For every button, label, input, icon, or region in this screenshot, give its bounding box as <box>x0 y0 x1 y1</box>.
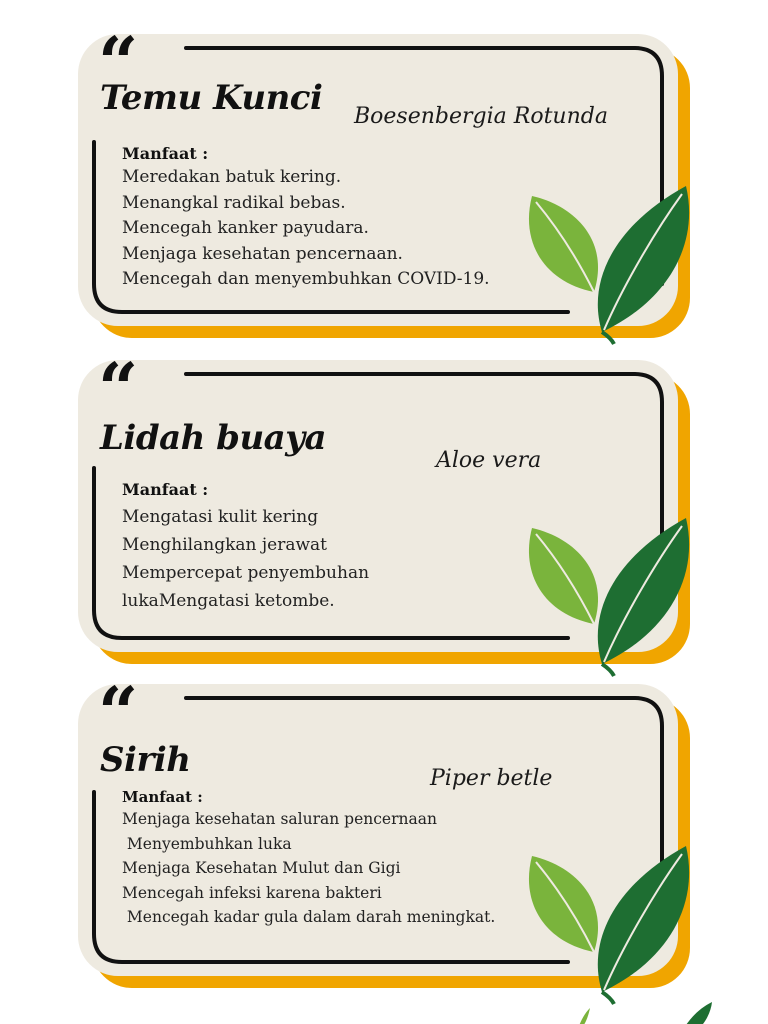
quotation-mark-icon: “ <box>98 21 139 104</box>
latin-name: Piper betle <box>430 766 553 791</box>
benefit-item: Meredakan batuk kering. <box>122 167 342 187</box>
benefits-label: Manfaat : <box>122 480 209 499</box>
benefit-item: Mencegah kadar gula dalam darah meningkat. <box>122 908 496 926</box>
benefit-item: Menjaga kesehatan pencernaan. <box>122 243 403 264</box>
benefit-item: Menangkal radikal bebas. <box>122 192 346 213</box>
benefit-item: Mencegah infeksi karena bakteri <box>122 883 382 902</box>
benefit-item: Mengatasi kulit kering <box>122 507 319 527</box>
latin-name: Aloe vera <box>436 448 542 473</box>
quotation-mark-icon: “ <box>98 347 139 430</box>
benefit-item: Menghilangkan jerawat <box>122 535 327 555</box>
plant-title: Temu Kunci <box>100 78 323 118</box>
benefit-item: Menjaga kesehatan saluran pencernaan <box>122 810 437 828</box>
quotation-mark-icon: “ <box>98 671 139 754</box>
two-leaves-icon <box>524 516 694 676</box>
benefits-label: Manfaat : <box>122 144 209 163</box>
benefit-item: Mencegah kanker payudara. <box>122 218 369 238</box>
benefits-section <box>122 144 490 293</box>
two-leaves-icon <box>524 184 694 344</box>
benefit-item: Menyembuhkan luka <box>122 834 292 853</box>
bottom-leaves-icon <box>556 994 726 1024</box>
two-leaves-icon <box>524 844 694 1004</box>
card-temu-kunci <box>78 21 678 326</box>
latin-name: Boesenbergia Rotunda <box>354 104 608 129</box>
card-sirih <box>78 671 678 976</box>
benefit-item: Mempercepat penyembuhan <box>122 563 370 583</box>
benefits-section <box>122 788 495 930</box>
benefits-section <box>122 480 369 615</box>
plant-title: Lidah buaya <box>100 418 326 458</box>
benefit-item: Mencegah dan menyembuhkan COVID-19. <box>122 269 490 289</box>
plant-title: Sirih <box>100 740 191 780</box>
benefit-item: Menjaga Kesehatan Mulut dan Gigi <box>122 859 401 877</box>
benefit-item: lukaMengatasi ketombe. <box>122 591 335 611</box>
benefits-label: Manfaat : <box>122 788 203 806</box>
card-lidah-buaya <box>78 347 678 652</box>
